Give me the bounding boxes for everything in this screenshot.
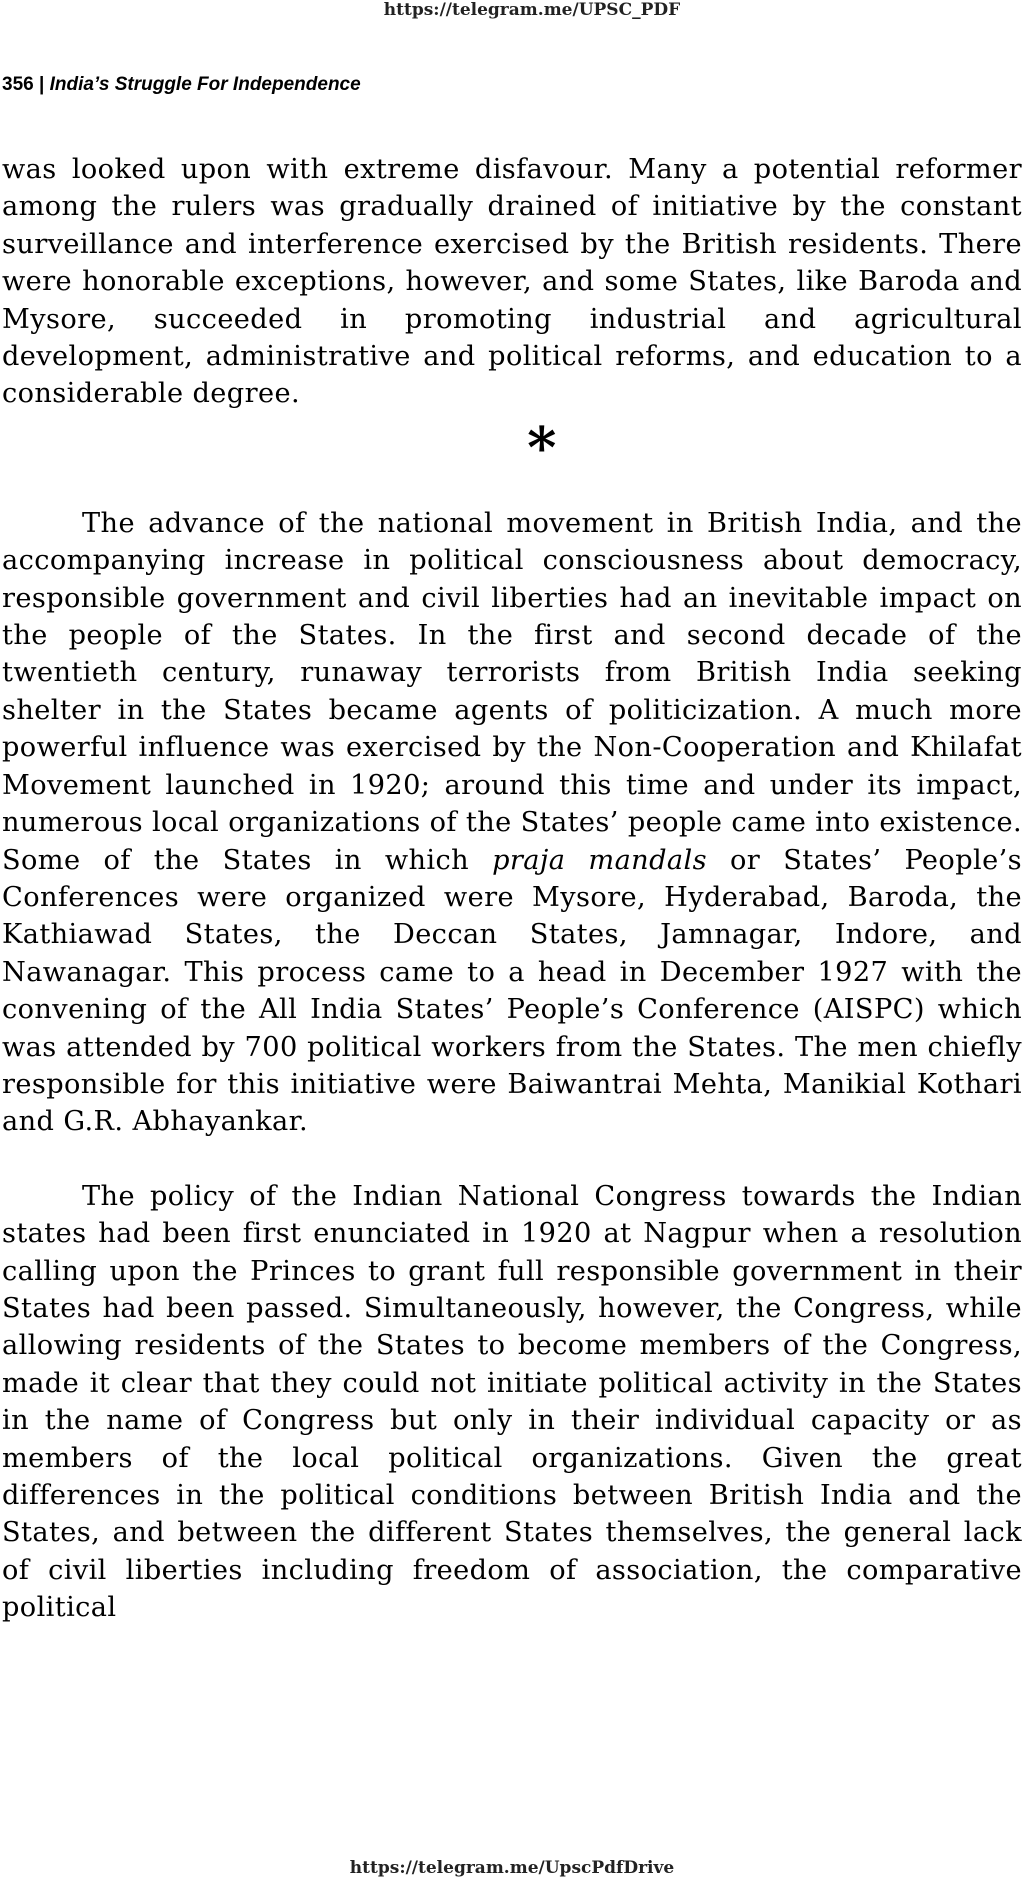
paragraph-2-part-1: The advance of the national movement in British India, and the accompanying increase in political consciousness about democracy, responsible government and civil liberties had an inevitable impact on the people of the States. In the first and second decade of the twentieth century, runaway terrorists from British India seeking shelter in the States became agents of politicization. A much more powerful influence was exercised by the Non-Cooperation and Khilafat Movement launched in 1920; around this time and under its impact, numerous local organizations of the States’ people came into existence. Some of the States in which <box>2 507 1022 876</box>
italic-term-praja-mandals: praja mandals <box>492 844 707 876</box>
paragraph-2 <box>2 505 1022 1141</box>
header-divider: | <box>38 74 45 95</box>
running-header <box>2 74 361 96</box>
section-separator-asterisk: * <box>527 414 557 481</box>
watermark-top-link[interactable]: https://telegram.me/UPSC_PDF <box>383 0 681 20</box>
watermark-bottom-link[interactable]: https://telegram.me/UpscPdfDrive <box>349 1858 675 1878</box>
paragraph-1: was looked upon with extreme disfavour. Many a potential reformer among the rulers was gradually drained of initiative by the constant surveillance and interference exercised by the British residents. There were honorable exceptions, however, and some States, like Baroda and Mysore, succeeded in promoting industrial and agricultural development, administrative and political reforms, and education to a considerable degree. <box>2 154 1022 410</box>
book-title: India’s Struggle For Independence <box>49 74 361 95</box>
page-number: 356 <box>2 74 34 95</box>
page-body <box>2 151 1022 1627</box>
paragraph-3: The policy of the Indian National Congress towards the Indian states had been first enunciated in 1920 at Nagpur when a resolution calling upon the Princes to grant full responsible government in their States had been passed. Simultaneously, however, the Congress, while allowing residents of the States to become members of the Congress, made it clear that they could not initiate political activity in the States in the name of Congress but only in their individual capacity or as members of the local political organizations. Given the great differences in the political conditions between British India and the States, and between the different States themselves, the general lack of civil liberties including freedom of association, the comparative political <box>2 1180 1022 1624</box>
paragraph-2-part-2: or States’ People’s Conferences were organized were Mysore, Hyderabad, Baroda, the Kathiawad States, the Deccan States, Jamnagar, Indore, and Nawanagar. This process came to a head in December 1927 with the convening of the All India States’ People’s Conference (AISPC) which was attended by 700 political workers from the States. The men chiefly responsible for this initiative were Baiwantrai Mehta, Manikial Kothari and G.R. Abhayankar. <box>2 844 1022 1138</box>
